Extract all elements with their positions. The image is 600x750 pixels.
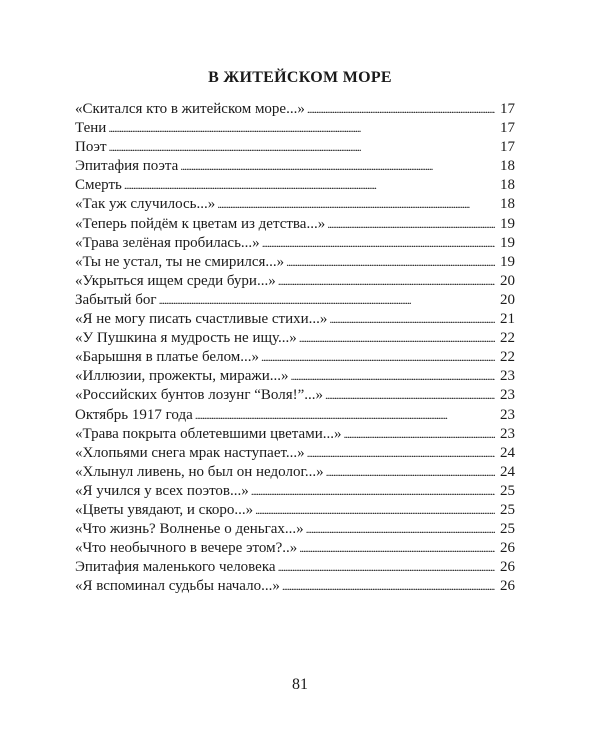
entry-page-number: 17 <box>500 101 515 117</box>
toc-entry <box>75 215 515 234</box>
dot-leader <box>262 234 495 253</box>
dot-leader <box>307 100 495 119</box>
page-number: 81 <box>292 676 308 693</box>
entry-title: Смерть <box>75 177 122 194</box>
entry-title: «Хлопьями снега мрак наступает...» <box>75 444 305 461</box>
toc-entry <box>75 234 515 253</box>
dot-leader <box>278 272 495 291</box>
dot-leader <box>251 482 495 501</box>
toc-entry <box>75 272 515 291</box>
toc-entry <box>75 501 515 520</box>
toc-entry <box>75 539 515 558</box>
toc-entry <box>75 406 515 425</box>
toc-entry <box>75 329 515 348</box>
toc-entry <box>75 310 515 329</box>
entry-page-number: 20 <box>500 272 515 289</box>
entry-page-number: 23 <box>500 368 515 385</box>
entry-title: «Российских бунтов лозунг “Воля!”...» <box>75 387 323 404</box>
dot-leader <box>217 195 495 214</box>
entry-page-number: 23 <box>500 406 515 423</box>
entry-page-number: 25 <box>500 521 515 538</box>
dot-leader <box>195 406 495 425</box>
toc-entry <box>75 558 515 577</box>
entry-title: «Ты не устал, ты не смирился...» <box>75 253 285 270</box>
entry-page-number: 20 <box>500 291 515 308</box>
entry-page-number: 23 <box>500 387 515 404</box>
toc-entry <box>75 157 515 176</box>
entry-title: Забытый бог <box>75 291 157 308</box>
entry-page-number: 18 <box>500 177 515 194</box>
entry-title: «Барышня в платье белом...» <box>75 349 260 366</box>
toc-entry <box>75 444 515 463</box>
toc-entry <box>75 100 515 119</box>
entry-page-number: 25 <box>500 482 515 499</box>
entry-page-number: 18 <box>500 158 515 175</box>
entry-title: «Теперь пойдём к цветам из детства...» <box>75 215 326 232</box>
dot-leader <box>299 539 495 558</box>
dot-leader <box>109 138 495 157</box>
dot-leader <box>180 157 495 176</box>
dot-leader <box>124 176 495 195</box>
toc-entry <box>75 463 515 482</box>
entry-page-number: 24 <box>500 444 515 461</box>
entry-page-number: 17 <box>500 139 515 156</box>
dot-leader <box>307 444 495 463</box>
entry-title: «Я не могу писать счастливые стихи...» <box>75 311 328 328</box>
entry-page-number: 21 <box>500 311 515 328</box>
dot-leader <box>299 329 495 348</box>
toc-entry <box>75 386 515 405</box>
entry-page-number: 22 <box>500 349 515 366</box>
entry-title: Тени <box>75 120 107 137</box>
entry-page-number: 24 <box>500 463 515 480</box>
entry-page-number: 19 <box>500 215 515 232</box>
section-title: В ЖИТЕЙСКОМ МОРЕ <box>208 69 392 86</box>
toc-entry <box>75 195 515 214</box>
dot-leader <box>325 386 495 405</box>
entry-title: Поэт <box>75 139 107 156</box>
dot-leader <box>282 577 495 596</box>
entry-page-number: 18 <box>500 196 515 213</box>
dot-leader <box>255 501 495 520</box>
dot-leader <box>326 463 495 482</box>
dot-leader <box>278 558 495 577</box>
toc-entry <box>75 520 515 539</box>
dot-leader <box>291 367 495 386</box>
entry-page-number: 26 <box>500 540 515 557</box>
entry-title: «Я учился у всех поэтов...» <box>75 482 249 499</box>
entry-page-number: 17 <box>500 120 515 137</box>
entry-title: «Трава зелёная пробилась...» <box>75 234 260 251</box>
dot-leader <box>286 253 495 272</box>
entry-title: «Трава покрыта облетевшими цветами...» <box>75 425 342 442</box>
entry-title: «Иллюзии, прожекты, миражи...» <box>75 368 289 385</box>
entry-title: «Хлынул ливень, но был он недолог...» <box>75 463 324 480</box>
entry-title: Октябрь 1917 года <box>75 406 193 423</box>
entry-page-number: 26 <box>500 578 515 595</box>
entry-title: «Я вспоминал судьбы начало...» <box>75 578 280 595</box>
entry-page-number: 23 <box>500 425 515 442</box>
dot-leader <box>261 348 495 367</box>
toc-entry <box>75 176 515 195</box>
toc-entry <box>75 425 515 444</box>
toc-entry <box>75 577 515 596</box>
dot-leader <box>159 291 495 310</box>
toc-entry <box>75 119 515 138</box>
toc-entry <box>75 348 515 367</box>
entry-title: Эпитафия маленького человека <box>75 559 276 576</box>
entry-page-number: 25 <box>500 501 515 518</box>
dot-leader <box>327 215 495 234</box>
table-of-contents <box>75 100 515 596</box>
entry-title: «Что жизнь? Волненье о деньгах...» <box>75 521 304 538</box>
entry-title: «Укрыться ищем среди бури...» <box>75 272 276 289</box>
entry-title: Эпитафия поэта <box>75 158 179 175</box>
entry-title: «Так уж случилось...» <box>75 196 216 213</box>
entry-title: «Что необычного в вечере этом?..» <box>75 540 298 557</box>
entry-title: «У Пушкина я мудрость не ищу...» <box>75 330 297 347</box>
toc-entry <box>75 367 515 386</box>
toc-entry <box>75 253 515 272</box>
entry-page-number: 19 <box>500 234 515 251</box>
entry-title: «Скитался кто в житейском море...» <box>75 101 305 117</box>
entry-page-number: 19 <box>500 253 515 270</box>
entry-title: «Цветы увядают, и скоро...» <box>75 501 254 518</box>
dot-leader <box>108 119 495 138</box>
dot-leader <box>306 520 495 539</box>
dot-leader <box>329 310 495 329</box>
entry-page-number: 22 <box>500 330 515 347</box>
entry-page-number: 26 <box>500 559 515 576</box>
toc-entry <box>75 482 515 501</box>
toc-entry <box>75 291 515 310</box>
toc-entry <box>75 138 515 157</box>
dot-leader <box>343 425 495 444</box>
